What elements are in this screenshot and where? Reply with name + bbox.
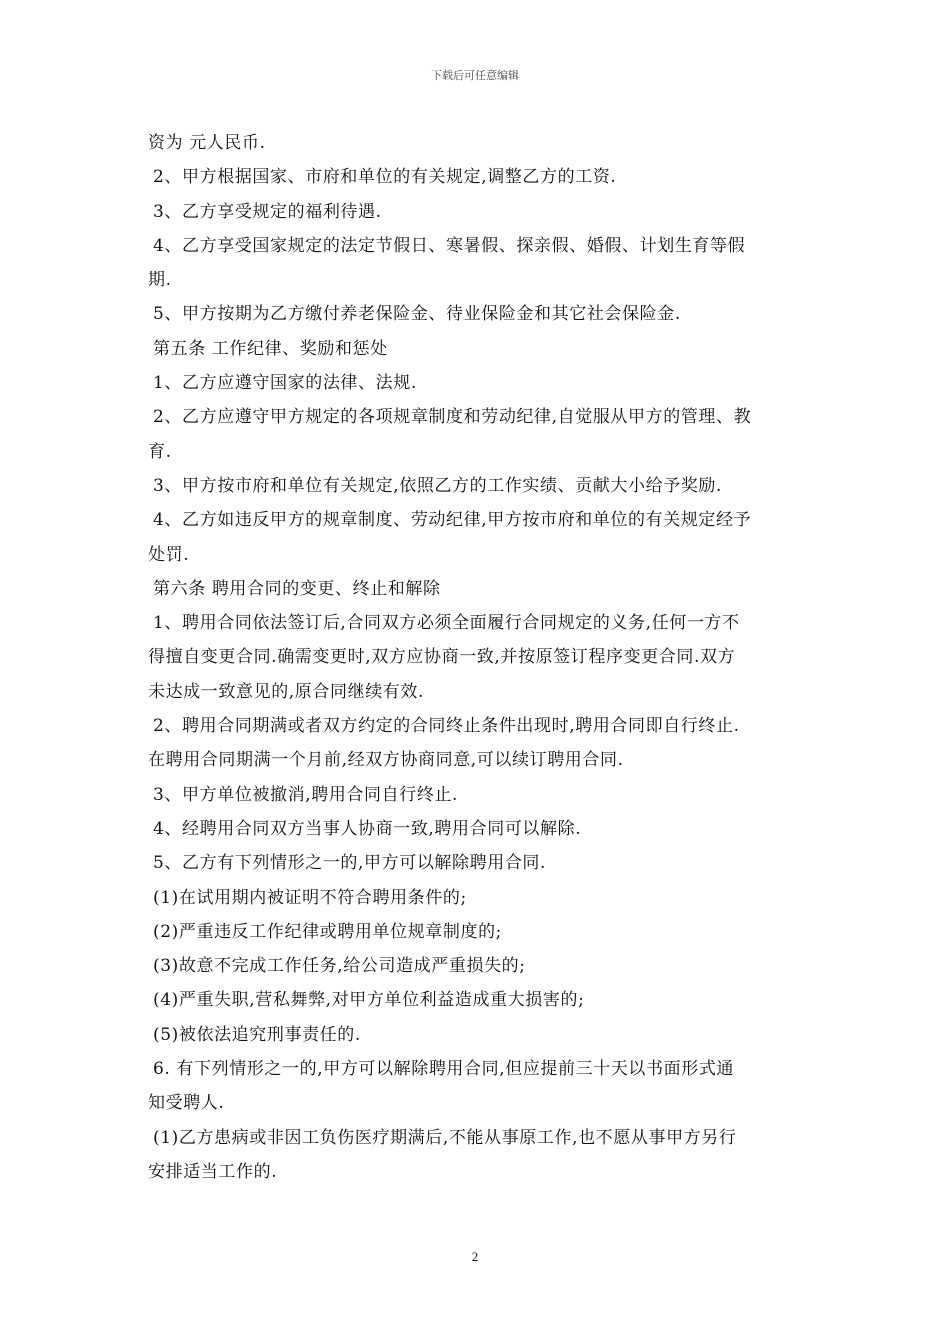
document-body	[148, 126, 818, 1189]
text-line: 2、聘用合同期满或者双方约定的合同终止条件出现时,聘用合同即自行终止.	[153, 716, 740, 737]
text-line: 5、乙方有下列情形之一的,甲方可以解除聘用合同.	[153, 853, 547, 874]
list-item: (1)在试用期内被证明不符合聘用条件的;	[153, 887, 467, 908]
page-number: 2	[471, 1249, 479, 1264]
section-heading: 第六条 聘用合同的变更、终止和解除	[153, 578, 441, 599]
text-line: 育.	[148, 441, 172, 462]
text-line: 3、甲方按市府和单位有关规定,依照乙方的工作实绩、贡献大小给予奖励.	[153, 475, 723, 496]
text-line: 处罚.	[148, 544, 190, 565]
text-line: 得擅自变更合同.确需变更时,双方应协商一致,并按原签订程序变更合同.双方	[148, 647, 736, 668]
list-item: (4)严重失职,营私舞弊,对甲方单位利益造成重大损害的;	[153, 990, 585, 1011]
text-line: 4、乙方享受国家规定的法定节假日、寒暑假、探亲假、婚假、计划生育等假	[153, 235, 746, 256]
text-line: 6. 有下列情形之一的,甲方可以解除聘用合同,但应提前三十天以书面形式通	[153, 1059, 735, 1080]
text-line: 安排适当工作的.	[148, 1161, 278, 1182]
text-line: 知受聘人.	[148, 1093, 225, 1114]
text-line: 2、甲方根据国家、市府和单位的有关规定,调整乙方的工资.	[153, 167, 617, 188]
text-line: 5、甲方按期为乙方缴付养老保险金、待业保险金和其它社会保险金.	[153, 304, 681, 325]
text-line: 2、乙方应遵守甲方规定的各项规章制度和劳动纪律,自觉服从甲方的管理、教	[153, 407, 752, 428]
text-line: 期.	[148, 270, 172, 291]
text-line: 资为 元人民币.	[148, 133, 266, 153]
text-line: 4、乙方如违反甲方的规章制度、劳动纪律,甲方按市府和单位的有关规定经予	[153, 510, 752, 531]
list-item: (3)故意不完成工作任务,给公司造成严重损失的;	[153, 956, 526, 977]
section-heading: 第五条 工作纪律、奖励和惩处	[153, 338, 388, 359]
list-item: (5)被依法追究刑事责任的.	[153, 1024, 361, 1045]
list-item: (1)乙方患病或非因工负伤医疗期满后,不能从事原工作,也不愿从事甲方另行	[153, 1127, 737, 1148]
text-line: 3、甲方单位被撤消,聘用合同自行终止.	[153, 784, 459, 805]
text-line: 未达成一致意见的,原合同继续有效.	[148, 681, 425, 702]
text-line: 4、经聘用合同双方当事人协商一致,聘用合同可以解除.	[153, 818, 582, 839]
text-line: 1、乙方应遵守国家的法律、法规.	[153, 373, 417, 394]
list-item: (2)严重违反工作纪律或聘用单位规章制度的;	[153, 921, 503, 942]
text-line: 在聘用合同期满一个月前,经双方协商同意,可以续订聘用合同.	[148, 750, 624, 771]
text-line: 1、聘用合同依法签订后,合同双方必须全面履行合同规定的义务,任何一方不	[153, 613, 740, 634]
text-line: 3、乙方享受规定的福利待遇.	[153, 201, 382, 222]
page-header: 下载后可任意编辑	[431, 69, 519, 82]
